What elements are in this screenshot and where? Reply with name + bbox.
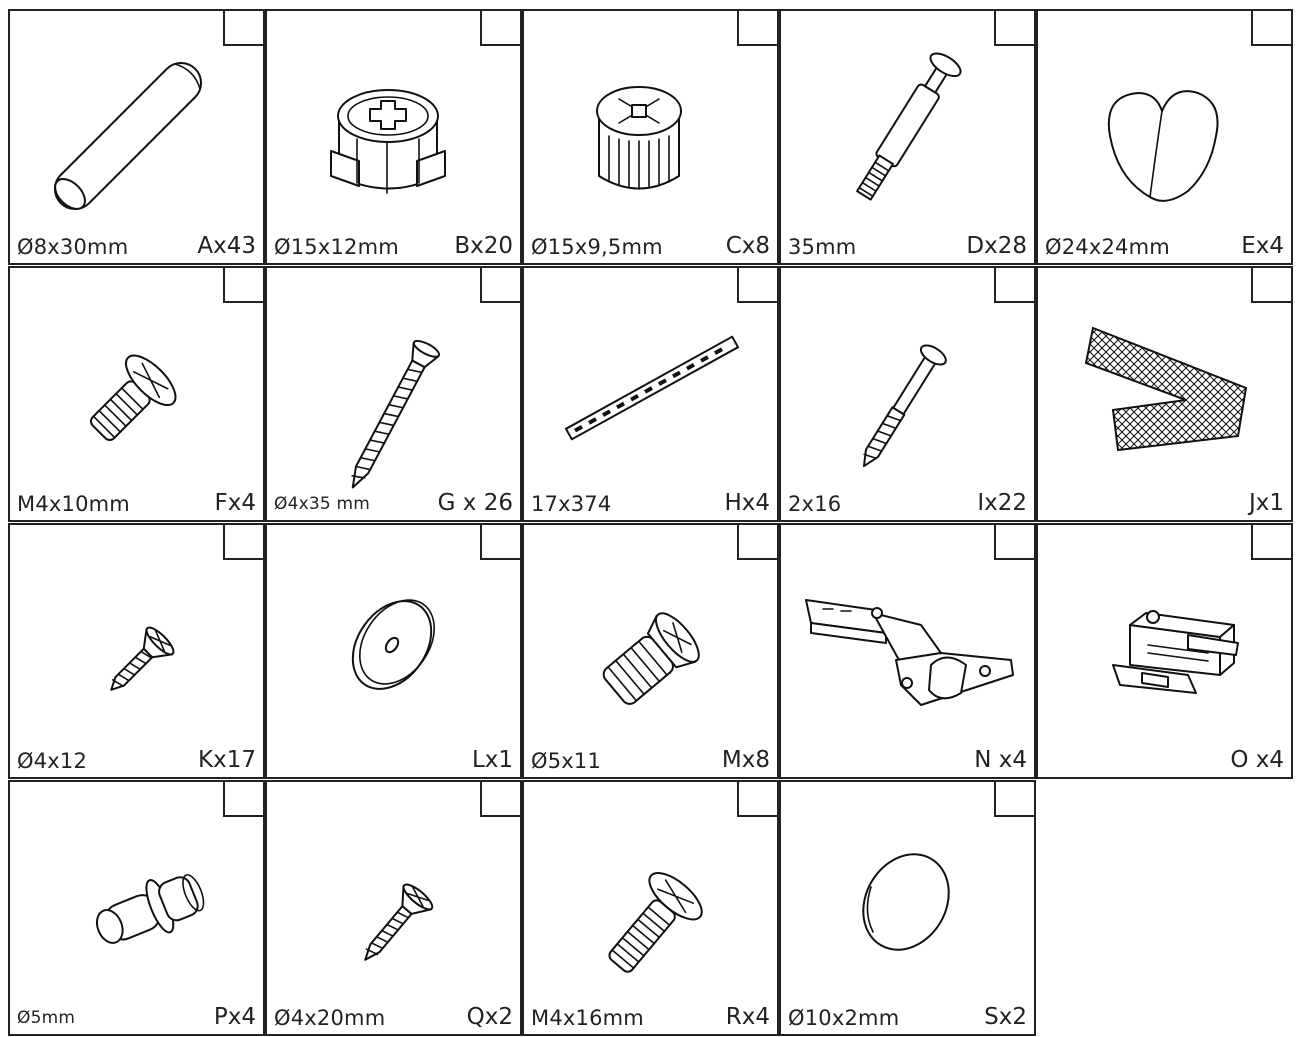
part-size-label: Ø24x24mm: [1045, 235, 1170, 259]
part-code-label: Qx2: [466, 1004, 513, 1030]
part-cell-b: [265, 9, 522, 265]
part-size-label: Ø4x12: [17, 749, 88, 773]
part-code-label: Jx1: [1248, 490, 1284, 516]
nail-icon: [781, 268, 1034, 520]
metal-strip-icon: [524, 268, 777, 520]
part-size-label: M4x10mm: [17, 492, 130, 516]
felt-pad-icon: [1038, 268, 1291, 520]
part-size-label: Ø8x30mm: [17, 235, 129, 259]
part-cell-a: [8, 9, 265, 265]
part-code-label: Hx4: [724, 490, 770, 516]
cover-cap-icon: [781, 782, 1034, 1034]
part-code-label: Lx1: [471, 747, 513, 773]
cam-bolt-icon: [781, 11, 1034, 263]
part-cell-e: [1036, 9, 1293, 265]
part-size-label: Ø10x2mm: [788, 1006, 900, 1030]
part-code-label: Dx28: [966, 233, 1027, 259]
part-code-label: Ax43: [197, 233, 256, 259]
part-code-label: Fx4: [214, 490, 256, 516]
part-cell-k: [8, 523, 265, 779]
machine-screw-icon: [10, 268, 263, 520]
part-size-label: Ø15x9,5mm: [531, 235, 663, 259]
cam-lock-small-icon: [524, 11, 777, 263]
part-cell-m: [522, 523, 779, 779]
knob-icon: [1038, 11, 1291, 263]
hinge-icon: [781, 525, 1034, 777]
part-cell-o: [1036, 523, 1293, 779]
part-code-label: Cx8: [725, 233, 770, 259]
part-code-label: Sx2: [984, 1004, 1027, 1030]
cam-lock-icon: [267, 11, 520, 263]
part-cell-i: [779, 266, 1036, 522]
part-size-label: 17x374: [531, 492, 612, 516]
part-cell-c: [522, 9, 779, 265]
wood-screw-icon: [10, 525, 263, 777]
part-cell-p: [8, 780, 265, 1036]
part-cell-s: [779, 780, 1036, 1036]
part-size-label: Ø15x12mm: [274, 235, 399, 259]
mounting-plate-icon: [1038, 525, 1291, 777]
part-code-label: Bx20: [454, 233, 513, 259]
part-cell-j: [1036, 266, 1293, 522]
wood-screw-icon: [267, 782, 520, 1034]
part-code-label: Px4: [213, 1004, 256, 1030]
part-cell-q: [265, 780, 522, 1036]
part-size-label: Ø5mm: [17, 1008, 76, 1028]
part-cell-h: [522, 266, 779, 522]
part-cell-n: [779, 523, 1036, 779]
part-size-label: 2x16: [788, 492, 842, 516]
part-code-label: O x4: [1230, 747, 1284, 773]
part-code-label: Mx8: [721, 747, 770, 773]
part-cell-d: [779, 9, 1036, 265]
part-cell-r: [522, 780, 779, 1036]
part-code-label: Rx4: [725, 1004, 770, 1030]
shelf-pin-icon: [10, 782, 263, 1034]
part-code-label: Kx17: [198, 747, 256, 773]
part-cell-f: [8, 266, 265, 522]
part-cell-l: [265, 523, 522, 779]
long-wood-screw-icon: [267, 268, 520, 520]
euro-screw-icon: [524, 525, 777, 777]
part-size-label: Ø5x11: [531, 749, 602, 773]
washer-icon: [267, 525, 520, 777]
part-code-label: G x 26: [437, 490, 513, 516]
part-size-label: 35mm: [788, 235, 857, 259]
part-code-label: N x4: [974, 747, 1027, 773]
dowel-icon: [10, 11, 263, 263]
part-size-label: Ø4x35 mm: [274, 494, 371, 514]
part-cell-g: [265, 266, 522, 522]
part-code-label: Ex4: [1241, 233, 1284, 259]
part-size-label: Ø4x20mm: [274, 1006, 386, 1030]
part-size-label: M4x16mm: [531, 1006, 644, 1030]
hardware-parts-sheet: [8, 9, 1294, 1035]
part-code-label: Ix22: [977, 490, 1027, 516]
machine-screw-icon: [524, 782, 777, 1034]
